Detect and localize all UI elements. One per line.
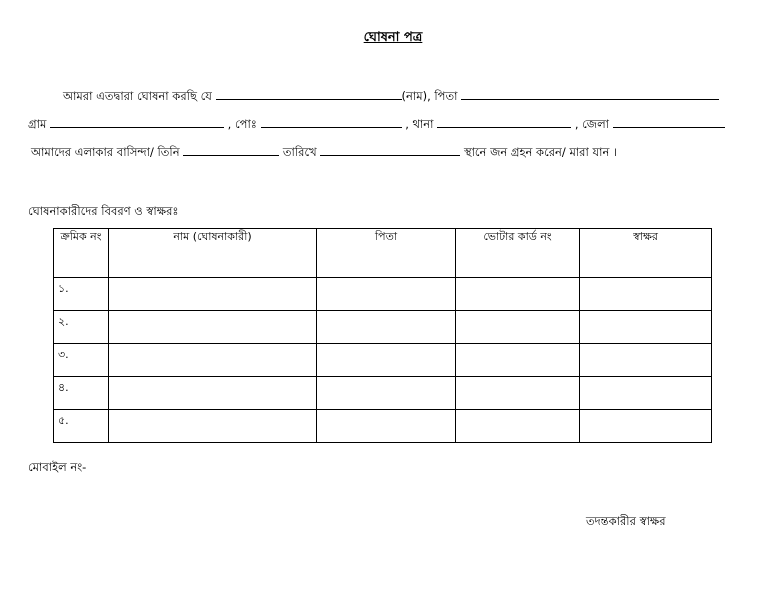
row-serial: ৫. [54, 410, 109, 443]
signature-cell[interactable] [580, 344, 712, 377]
signature-cell[interactable] [580, 311, 712, 344]
row-serial: ৩. [54, 344, 109, 377]
date-blank[interactable] [320, 144, 460, 156]
district-label: , জেলা [574, 117, 609, 131]
name-cell[interactable] [109, 377, 317, 410]
document-title: ঘোষনা পত্র [363, 30, 423, 45]
row-serial: ৪. [54, 377, 109, 410]
declaration-line-1 [63, 88, 719, 103]
declarants-table [53, 228, 712, 443]
table-row [54, 278, 712, 311]
voter-card-cell[interactable] [456, 377, 580, 410]
father-cell[interactable] [317, 311, 456, 344]
name-cell[interactable] [109, 410, 317, 443]
voter-card-cell[interactable] [456, 311, 580, 344]
name-cell[interactable] [109, 278, 317, 311]
signature-cell[interactable] [580, 410, 712, 443]
name-cell[interactable] [109, 311, 317, 344]
declaration-prefix: আমরা এতদ্বারা ঘোষনা করছি যে [63, 89, 212, 103]
table-row [54, 344, 712, 377]
thana-blank[interactable] [437, 116, 571, 128]
header-declarant-name: নাম (ঘোষনাকারী) [109, 229, 317, 278]
post-office-label: , পোঃ [227, 117, 257, 131]
header-signature: স্বাক্ষর [580, 229, 712, 278]
voter-card-cell[interactable] [456, 278, 580, 311]
header-serial-no: ক্রমিক নং [54, 229, 109, 278]
table-header-row [54, 229, 712, 278]
table-row [54, 377, 712, 410]
name-cell[interactable] [109, 344, 317, 377]
father-cell[interactable] [317, 377, 456, 410]
declarants-section-label: ঘোষনাকারীদের বিবরণ ও স্বাক্ষরঃ [28, 204, 179, 218]
mobile-number-label: মোবাইল নং- [28, 460, 87, 474]
signature-cell[interactable] [580, 377, 712, 410]
resident-label: আমাদের এলাকার বাসিন্দা/ তিনি [31, 145, 180, 159]
name-father-label: (নাম), পিতা [401, 89, 458, 103]
village-label: গ্রাম [28, 117, 47, 131]
voter-card-cell[interactable] [456, 344, 580, 377]
father-cell[interactable] [317, 410, 456, 443]
district-blank[interactable] [613, 116, 725, 128]
post-office-blank[interactable] [261, 116, 402, 128]
declaration-line-3 [31, 144, 617, 159]
father-blank[interactable] [461, 88, 719, 100]
village-blank[interactable] [50, 116, 224, 128]
table-row [54, 410, 712, 443]
voter-card-cell[interactable] [456, 410, 580, 443]
header-voter-card-no: ভোটার কার্ড নং [456, 229, 580, 278]
name-blank[interactable] [216, 88, 402, 100]
row-serial: ১. [54, 278, 109, 311]
date-label: তারিখে [282, 145, 317, 159]
table-row [54, 311, 712, 344]
father-cell[interactable] [317, 344, 456, 377]
signature-cell[interactable] [580, 278, 712, 311]
header-father: পিতা [317, 229, 456, 278]
row-serial: ২. [54, 311, 109, 344]
investigator-signature-label: তদন্তকারীর স্বাক্ষর [586, 514, 666, 528]
person-blank[interactable] [183, 144, 279, 156]
place-label: স্থানে জন গ্রহন করেন/ মারা যান । [463, 145, 618, 159]
declaration-line-2 [28, 116, 725, 131]
father-cell[interactable] [317, 278, 456, 311]
thana-label: , থানা [405, 117, 434, 131]
